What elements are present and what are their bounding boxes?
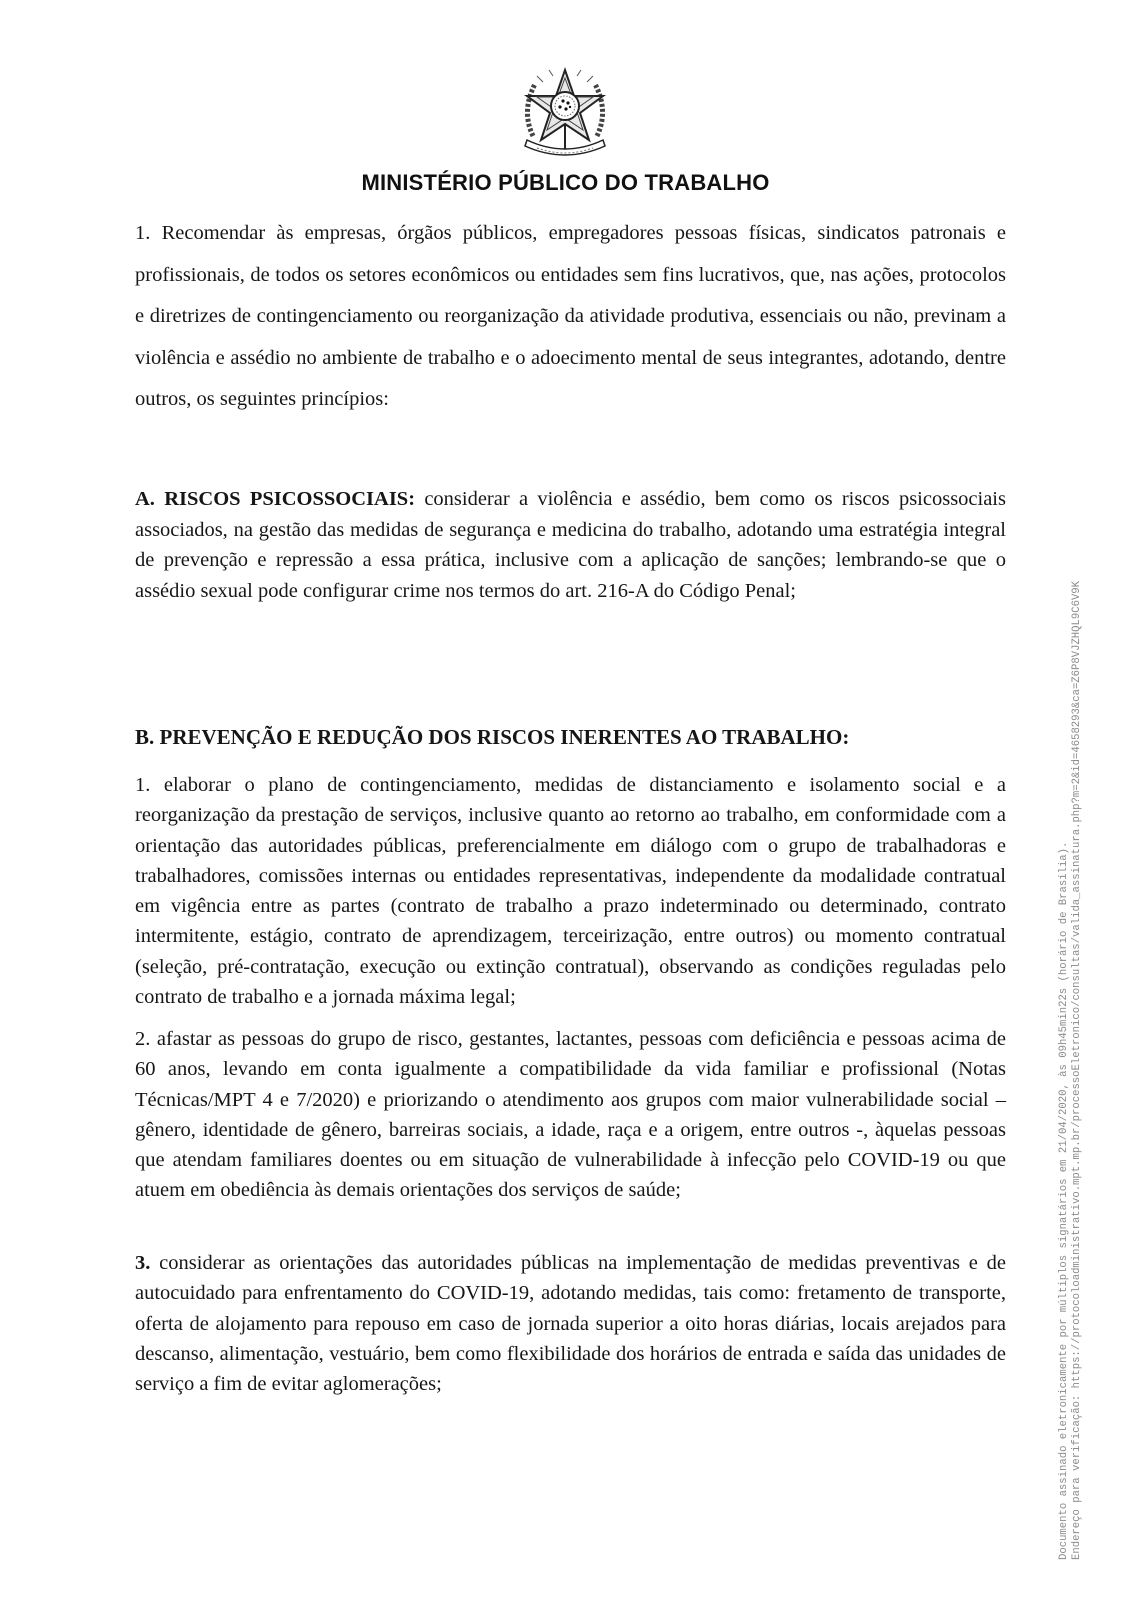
section-b-item-3 <box>135 1248 1006 1399</box>
item-number: 1. <box>135 774 151 796</box>
signature-stamp-line-1: Documento assinado eletronicamente por múltiplos signatários em 21/04/2020, às 09h45min22s (horário de Brasília). <box>1058 841 1070 1560</box>
item-number: 3. <box>135 1252 151 1274</box>
item-text: considerar as orientações das autoridades públicas na implementação de medidas preventivas e de autocuidado para enfrentamento do COVID-19, adotando medidas, tais como: fretamento de transporte, oferta de alojamento para repouso em caso de jornada superior a oito horas diárias, locais arejados para descanso, alimentação, vestuário, bem como flexibilidade dos horários de entrada e saída das unidades de serviço a fim de evitar aglomerações; <box>135 1252 1006 1396</box>
section-a-heading: A. RISCOS PSICOSSOCIAIS: <box>135 488 416 510</box>
brazil-coat-of-arms-icon <box>513 66 617 162</box>
electronic-signature-stamp <box>1058 581 1083 1560</box>
section-a-text: considerar a violência e assédio, bem como os riscos psicossociais associados, na gestão das medidas de segurança e medicina do trabalho, adotando uma estratégia integral de prevenção e repressão a essa prática, inclusive com a aplicação de sanções; lembrando-se que o assédio sexual pode configurar crime nos termos do art. 216-A do Código Penal; <box>135 488 1006 602</box>
section-a-paragraph <box>135 484 1006 606</box>
item-text: afastar as pessoas do grupo de risco, gestantes, lactantes, pessoas com deficiência e pessoas acima de 60 anos, levando em conta igualmente a compatibilidade da vida familiar e profissional (Notas Técnicas/MPT 4 e 7/2020) e priorizando o atendimento aos grupos com maior vulnerabilidade social – gênero, identidade de gênero, barreiras sociais, a idade, raça e a origem, entre outros -, àquelas pessoas que atendam familiares doentes ou em situação de vulnerabilidade à infecção pelo COVID-19 ou que atuem em obediência às demais orientações dos serviços de saúde; <box>135 1028 1006 1202</box>
section-b-item-1 <box>135 770 1006 1012</box>
signature-verification-link: Endereço para verificação: https://protocoloadministrativo.mpt.mp.br/processoEletronico/consultas/valida_assinatura.php?m=2&id=4658293&ca=Z6P8VJZHQL9C6V9K <box>1070 580 1083 1560</box>
item-text: elaborar o plano de contingenciamento, medidas de distanciamento e isolamento social e a reorganização da prestação de serviços, inclusive quanto ao retorno ao trabalho, em conformidade com a orientação das autoridades públicas, preferencialmente em diálogo com o grupo de trabalhadoras e trabalhadores, comissões internas ou entidades representativas, independente da modalidade contratual em vigência entre as partes (contrato de trabalho a prazo indeterminado ou determinado, contrato intermitente, estágio, contrato de aprendizagem, terceirização, entre outros) ou momento contratual (seleção, pré-contratação, execução ou extinção contratual), observando as condições reguladas pelo contrato de trabalho e a jornada máxima legal; <box>135 774 1006 1009</box>
item-number: 2. <box>135 1028 151 1050</box>
ministry-title: MINISTÉRIO PÚBLICO DO TRABALHO <box>361 170 770 195</box>
section-b-item-2 <box>135 1024 1006 1206</box>
section-b-heading: B. PREVENÇÃO E REDUÇÃO DOS RISCOS INERENTES AO TRABALHO: <box>135 725 850 749</box>
intro-paragraph: 1. Recomendar às empresas, órgãos públicos, empregadores pessoas físicas, sindicatos patronais e profissionais, de todos os setores econômicos ou entidades sem fins lucrativos, que, nas ações, protocolos e diretrizes de contingenciamento ou reorganização da atividade produtiva, essenciais ou não, previnam a violência e assédio no ambiente de trabalho e o adoecimento mental de seus integrantes, adotando, dentre outros, os seguintes princípios: <box>135 222 1006 411</box>
